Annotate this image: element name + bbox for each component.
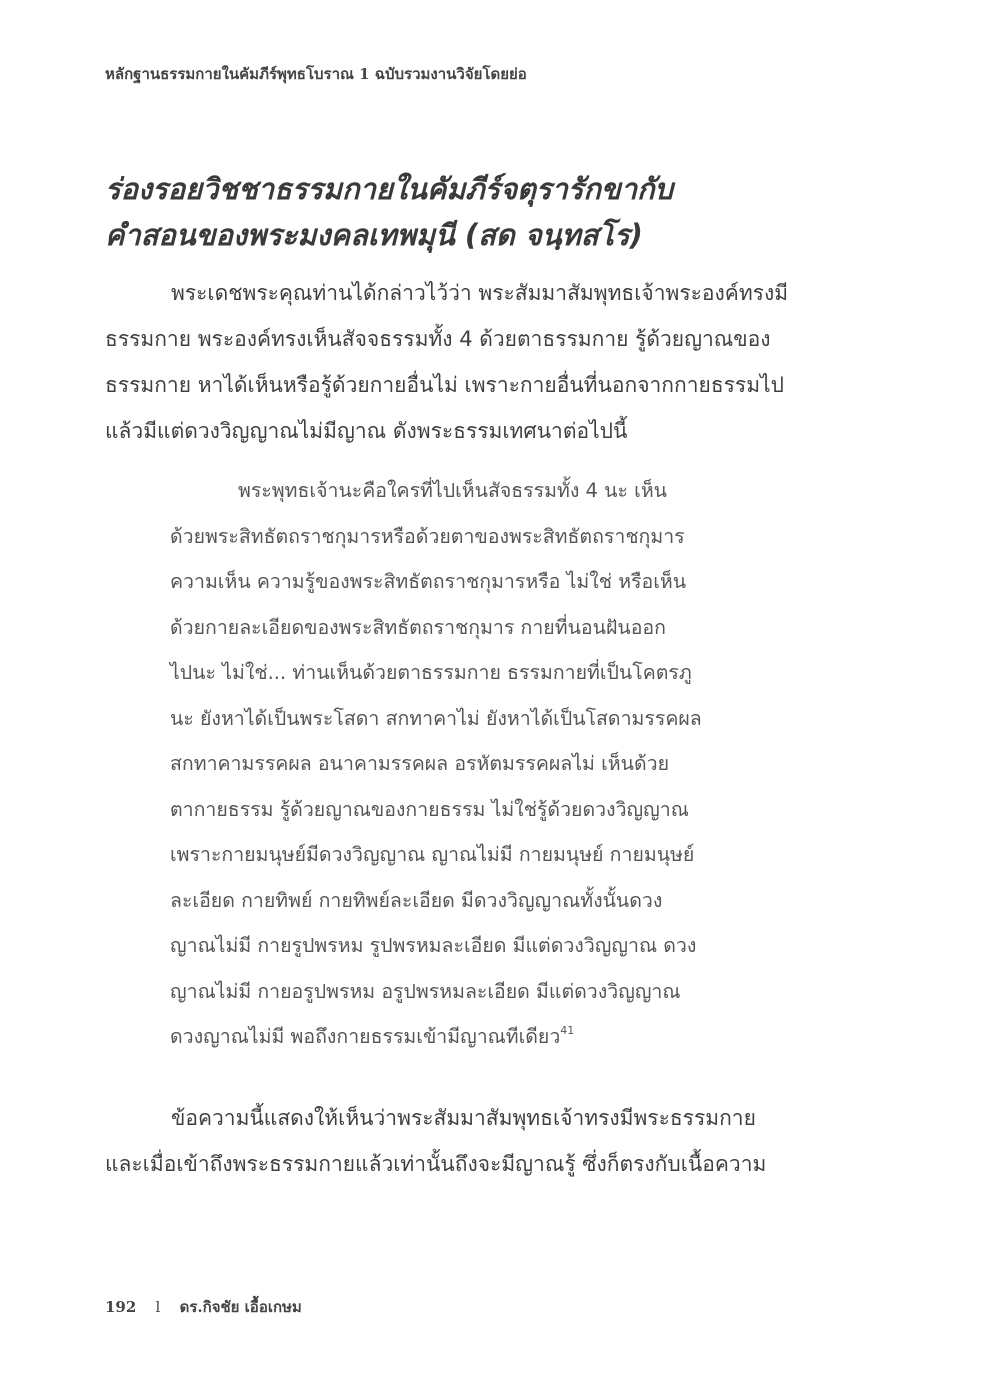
quote-line: พระพุทธเจ้านะคือใครที่ไปเห็นสัจธรรมทั้ง 4 นะ เห็น <box>238 479 667 502</box>
section-title <box>105 166 905 258</box>
footer-separator: l <box>155 1298 161 1316</box>
quote-line: ความเห็น ความรู้ของพระสิทธัตถราชกุมารหรือ ไม่ใช่ หรือเห็น <box>170 570 687 593</box>
running-header: หลักฐานธรรมกายในคัมภีร์พุทธโบราณ 1 ฉบับรวมงานวิจัยโดยย่อ <box>105 65 527 83</box>
quote-line: เพราะกายมนุษย์มีดวงวิญญาณ ญาณไม่มี กายมนุษย์ กายมนุษย์ <box>170 843 695 866</box>
footnote-reference[interactable]: 41 <box>560 1024 575 1037</box>
quote-line: ด้วยกายละเอียดของพระสิทธัตถราชกุมาร กายที่นอนฝันออก <box>170 615 666 639</box>
quote-line: ละเอียด กายทิพย์ กายทิพย์ละเอียด มีดวงวิญญาณทั้งนั้นดวง <box>170 888 663 912</box>
quote-line: สกทาคามรรคผล อนาคามรรคผล อรหัตมรรคผลไม่ เห็นด้วย <box>170 752 670 775</box>
paragraph-line: แล้วมีแต่ดวงวิญญาณไม่มีญาณ ดังพระธรรมเทศนาต่อไปนี้ <box>105 419 628 443</box>
quote-line: ไปนะ ไม่ใช่... ท่านเห็นด้วยตาธรรมกาย ธรรมกายที่เป็นโคตรภู <box>170 661 692 684</box>
author-name: ดร.กิจชัย เอื้อเกษม <box>179 1298 302 1316</box>
section-title-line: ร่องรอยวิชชาธรรมกายในคัมภีร์จตุรารักขากับ <box>105 172 673 206</box>
page-footer <box>105 1295 302 1319</box>
paragraph-line: ธรรมกาย หาได้เห็นหรือรู้ด้วยกายอื่นไม่ เพราะกายอื่นที่นอกจากกายธรรมไป <box>105 373 784 397</box>
quote-line: ตากายธรรม รู้ด้วยญาณของกายธรรม ไม่ใช่รู้ด้วยดวงวิญญาณ <box>170 797 689 821</box>
paragraph-line: และเมื่อเข้าถึงพระธรรมกายแล้วเท่านั้นถึงจะมีญาณรู้ ซึ่งก็ตรงกับเนื้อความ <box>105 1152 767 1176</box>
quote-line: ญาณไม่มี กายอรูปพรหม อรูปพรหมละเอียด มีแต่ดวงวิญญาณ <box>170 979 681 1003</box>
section-title-line: คำสอนของพระมงคลเทพมุนี (สด จนฺทสโร) <box>105 218 643 252</box>
quote-last-line <box>170 1014 800 1060</box>
paragraph-line: พระเดชพระคุณท่านได้กล่าวไว้ว่า พระสัมมาสัมพุทธเจ้าพระองค์ทรงมี <box>171 281 789 305</box>
page-number: 192 <box>105 1298 137 1316</box>
quote-line: ด้วยพระสิทธัตถราชกุมารหรือด้วยตาของพระสิทธัตถราชกุมาร <box>170 524 685 548</box>
body-paragraph <box>105 270 865 454</box>
quote-line: ดวงญาณไม่มี พอถึงกายธรรมเข้ามีญาณทีเดียว <box>170 1025 561 1048</box>
quote-line: นะ ยังหาได้เป็นพระโสดา สกทาคาไม่ ยังหาได้เป็นโสดามรรคผล <box>170 706 702 730</box>
paragraph-line: ธรรมกาย พระองค์ทรงเห็นสัจจธรรมทั้ง 4 ด้วยตาธรรมกาย รู้ด้วยญาณของ <box>105 327 771 351</box>
paragraph-line: ข้อความนี้แสดงให้เห็นว่าพระสัมมาสัมพุทธเจ้าทรงมีพระธรรมกาย <box>171 1106 756 1130</box>
block-quote <box>170 468 800 1060</box>
body-paragraph <box>105 1095 865 1187</box>
quote-line: ญาณไม่มี กายรูปพรหม รูปพรหมละเอียด มีแต่ดวงวิญญาณ ดวง <box>170 934 697 957</box>
